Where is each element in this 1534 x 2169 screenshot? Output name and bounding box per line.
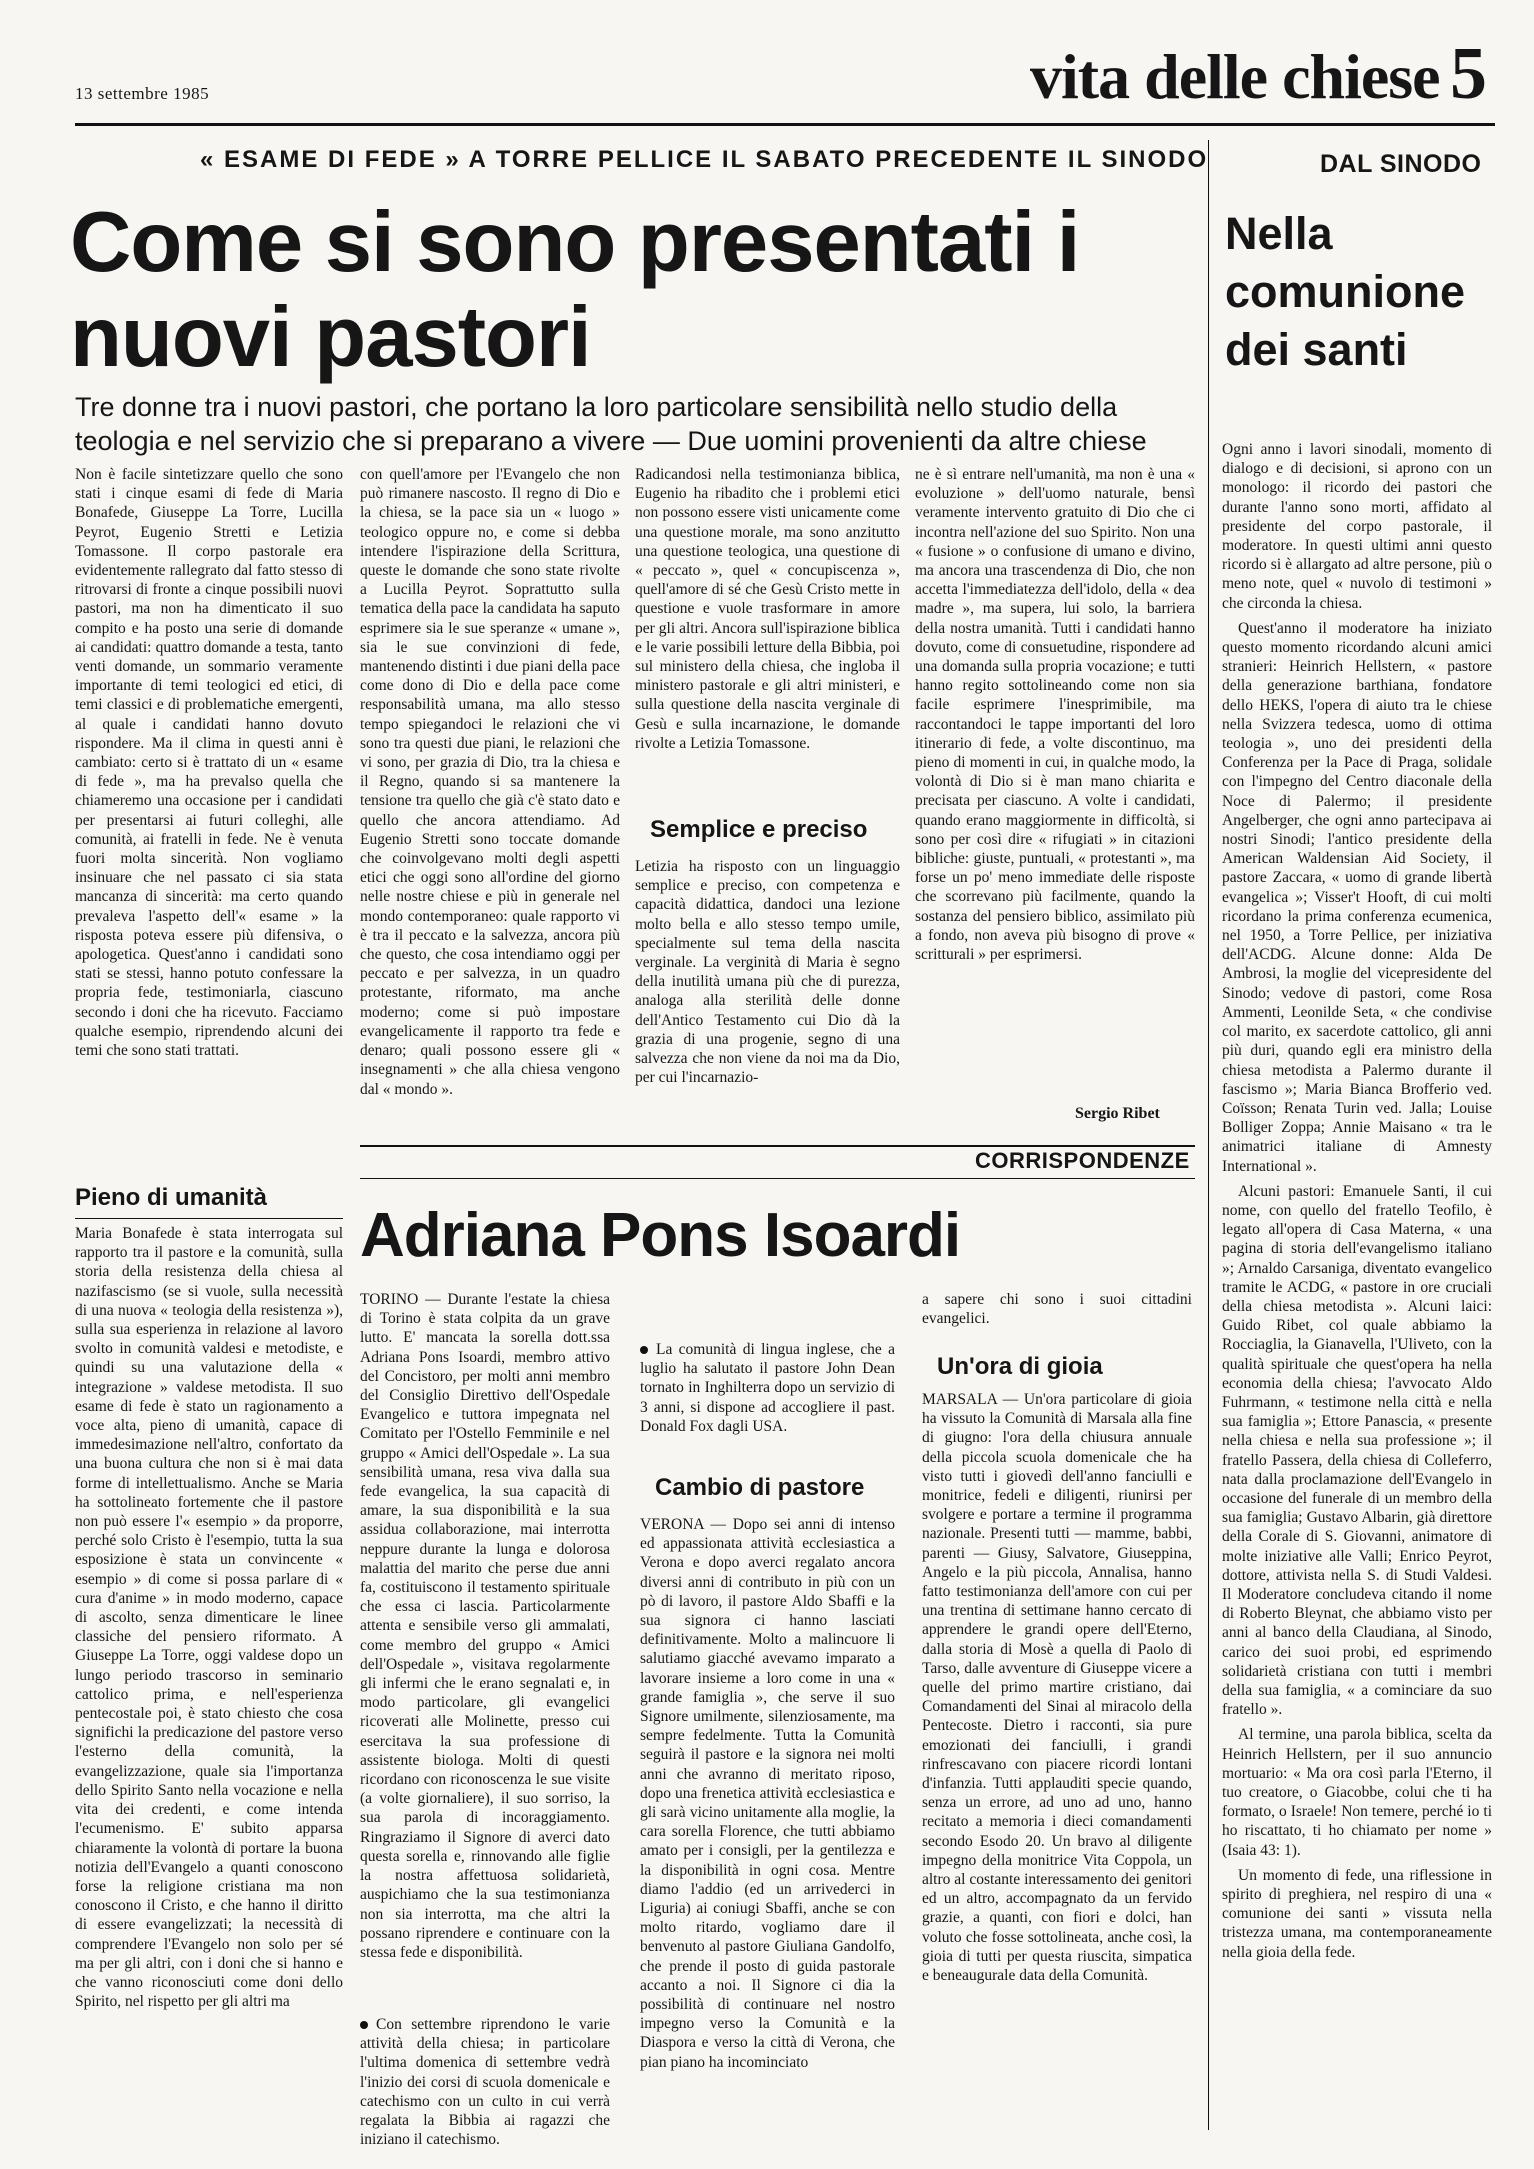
main-col-4 xyxy=(915,465,1195,1095)
subhead-ora: Un'ora di gioia xyxy=(937,1353,1103,1380)
main-deck: Tre donne tra i nuovi pastori, che portano la loro particolare sensibilità nello studio della teologia e nel servizio che si preparano a vivere — Due uomini provenienti da altre chiese xyxy=(75,392,1147,456)
main-headline: Come si sono presentati i nuovi pastori xyxy=(70,195,1080,385)
main-col-3b xyxy=(635,857,900,1145)
issue-date: 13 settembre 1985 xyxy=(75,84,210,103)
side-text-1: Ogni anno i lavori sinodali, momento di dialogo e di decisioni, si aprono con un monologo: il ricordo dei pastori che durante l'anno sono morti, affidato al presidente del corpo pastorale, il moderatore. In questi ultimi anni questo ricordo si è allargato ad altre persone, più o meno note, quel « nuvolo di testimoni » che circonda la chiesa. xyxy=(1222,441,1492,612)
corr-col-1b-text: Con settembre riprendono le varie attività della chiesa; in particolare l'ultima domenica di settembre vedrà l'inizio dei corsi di scuola domenicale e catechismo con un culto in cui verrà regalata la Bibbia ai ragazzi che iniziano il catechismo. xyxy=(360,2016,610,2149)
subhead-pieno: Pieno di umanità xyxy=(75,1184,268,1211)
main-col-3b-text: Letizia ha risposto con un linguaggio semplice e preciso, con competenza e capacità didattica, dandoci una lezione molto bella e allo stesso tempo umile, specialmente sul tema della nascita verginale. La verginità di Maria è segno della inutilità umana più che di purezza, analoga alla sterilità delle donne dell'Antico Testamento cui Dio dà la grazia di una progenie, segno di una salvezza che non viene da noi ma da Dio, per cui l'incarnazio- xyxy=(635,858,900,1087)
corr-col-2b xyxy=(640,1515,895,2160)
main-col-1b-text: Maria Bonafede è stata interrogata sul rapporto tra il pastore e la comunità, sulla storia della resistenza della chiesa al nazifascismo (se si vuole, sulla necessità di una nuova « teologia della resistenza »), sulla sua esperienza in relazione al lavoro svolto in comunità valdesi e metodiste, e quindi su una valutazione della « integrazione » valdese metodista. Il suo esame di fede è stato un ragionamento a voce alta, pieno di umanità, capace di immedesimazione nell'altro, confortato da una buona cultura che non si è mai data forme di intellettualismo. Anche se Maria ha sottolineato fortemente che il pastore non può essere l'« esempio » da proporre, perché solo Cristo è l'esempio, tutta la sua esposizione è stata un convincente « esempio » di come si possa parlare di « cura d'anime » in modo moderno, capace di ascolto, senza dimenticare le linee classiche del pensiero riformato. A Giuseppe La Torre, oggi valdese dopo un lungo periodo trascorso in seminario cattolico prima, e nell'esperienza pentecostale poi, è stato chiesto che cosa significhi la predicazione del pastore verso l'esterno della comunità, la evangelizzazione, quale sia l'importanza dello Spirito Santo nella vocazione e nella vita dei credenti, e come intenda l'ecumenismo. E' subito apparsa chiaramente la volontà di portare la buona notizia dell'Evangelo a quanti conoscono forse la religione cristiana ma non conoscono il Cristo, e che hanno il diritto di essere evangelizzati; la necessità di comprendere l'Evangelo non solo per sé ma per gli altri, con i doni che si hanno e che vanno riconosciuti come doni dello Spirito, nel rispetto per gli altri ma xyxy=(75,1225,343,2011)
side-text-4: Al termine, una parola biblica, scelta da Heinrich Hellstern, per il suo annuncio mortuario: « Ma ora così parla l'Eterno, il tuo creatore, o Giacobbe, colui che ti ha formato, o Israele! Non temere, perché io ti ho riscattato, ti ho chiamato per nome » (Isaia 43: 1). xyxy=(1222,1726,1492,1859)
main-col-3 xyxy=(635,465,900,800)
corr-headline: Adriana Pons Isoardi xyxy=(360,1201,961,1270)
bullet-icon xyxy=(360,2021,368,2029)
corr-col-3b xyxy=(922,1390,1192,2160)
side-text-5: Un momento di fede, una riflessione in spirito di preghiera, nel respiro di una « comunione dei santi » vissuta nella tristezza umana, ma contemporaneamente nella gioia della fede. xyxy=(1222,1866,1492,1961)
main-col-1b xyxy=(75,1224,343,2124)
masthead-rule xyxy=(75,123,1495,126)
corr-rule xyxy=(360,1178,1195,1179)
subhead-rule xyxy=(75,1218,343,1219)
page-number: 5 xyxy=(1450,33,1487,115)
main-col-2 xyxy=(360,465,620,1145)
corr-col-2a xyxy=(640,1340,895,1490)
side-headline: Nella comunione dei santi xyxy=(1225,208,1466,375)
corr-col-2a-text: La comunità di lingua inglese, che a luglio ha salutato il pastore John Dean tornato in Inghilterra dopo un servizio di 3 anni, si dispone ad accogliere il past. Donald Fox dagli USA. xyxy=(640,1341,895,1435)
corr-col-3b-text: MARSALA — Un'ora particolare di gioia ha vissuto la Comunità di Marsala alla fine di giugno: l'ora della chiusura annuale della piccola scuola domenicale che ha visto tutti i giovedì dell'anno fanciulli e monitrice, fedeli e diligenti, riunirsi per svolgere e portare a termine il programma nazionale. Presenti tutti — mamme, babbi, parenti — Giusy, Salvatore, Giuseppina, Angelo e la più piccola, Annalisa, hanno fatto testimonianza dell'amore con cui per una trentina di settimane hanno cercato di apprendere le grandi opere dell'Eterno, dalla storia di Mosè a quella di Paolo di Tarso, dalle avventure di Giuseppe vicere a quelle del primo martire cristiano, dai Comandamenti del Sinai al miracolo della Pentecoste. Dietro i racconti, sia pure emozionati dei fanciulli, i grandi rinfrescavano con piacere ricordi lontani d'infanzia. Tutti applauditi specie quando, senza un errore, ad uno ad uno, hanno recitato a memoria i dieci comandamenti secondo Esodo 20. Un bravo al diligente impegno della monitrice Vita Coppola, un altro al costante interessamento dei genitori ed un altro, accompagnato da un fervido grazie, a quanti, con fiori e dolci, han voluto che fosse sottolineata, anche così, la gioia di tutti per questa riuscita, simpatica e beneaugurale data della Comunità. xyxy=(922,1391,1192,1985)
side-text-3: Alcuni pastori: Emanuele Santi, il cui nome, con quello del fratello Teofilo, è legato all'opera di Casa Materna, « una pagina di storia dell'evangelismo italiano »; Arnaldo Carsaniga, diventato evangelico tramite le ACDG, « pastore in ore cruciali della chiesa metodista ». Alcuni laici: Guido Ribet, col quale abbiamo la Rocciaglia, la Gianavella, l'Uliveto, con la qualità spirituale che quest'opera ha nella economia della chiesa; l'avvocato Aldo Fuhrmann, « testimone nella città e nella sua famiglia »; Ettore Panascia, « presente nella chiesa e nella sua professione »; il fratello Passera, della chiesa di Colleferro, nata dalla proclamazione dell'Evangelo in occasione del funerale di un membro della sua famiglia; Gustavo Albarin, già direttore della Corale di S. Giovanni, animatore di molte iniziative alle Valli; Enrico Peyrot, dottore, attivista nella S. di Studi Valdesi. Il Moderatore concludeva citando il nome di Roberto Bleynat, che abbiamo visto per anni al banco della Claudiana, al Sinodo, carico dei suoi probi, ed esprimendo solidarietà cristiana con tutti i membri della sua famiglia, « a cominciare da suo fratello ». xyxy=(1222,1182,1492,1719)
corr-label: CORRISPONDENZE xyxy=(975,1148,1190,1173)
author-signature: Sergio Ribet xyxy=(1075,1105,1160,1122)
corr-col-3a xyxy=(922,1290,1192,1334)
side-column xyxy=(1222,440,1492,2160)
side-text-2: Quest'anno il moderatore ha iniziato questo momento ricordando alcuni amici stranieri: Heinrich Hellstern, « pastore della generazione barthiana, fondatore dello HEKS, l'opera di aiuto tra le chiese nella Svizzera tedesca, uomo di ottima teologia », uno dei presidenti della Conferenza per la Pace di Praga, solidale con l'impegno del Centro diaconale della Noce di Palermo; il presidente Angelberger, che ogni anno partecipava ai nostri Sinodi; l'antico presidente della American Waldensian Aid Society, il pastore Zaccara, « uomo di grande libertà evangelica »; Visser't Hooft, di cui molti ricordano la prima conferenza ecumenica, nel 1950, a Torre Pellice, per iniziativa dell'ACDG. Alcune donne: Alda De Ambrosi, la moglie del vicepresidente del Sinodo; vedove di pastori, come Rosa Ammenti, Leonilde Seta, « che condivise col marito, ex sacerdote cattolico, gli anni più duri, quando egli era ministro della chiesa metodista a Palermo durante il fascismo »; Maria Bianca Brofferio ved. Coïsson; Renata Turin ved. Jalla; Louise Bolliger Zoppa; Annie Maisano « tra le animatrici italiane di Amnesty International ». xyxy=(1222,619,1492,1175)
subhead-semplice: Semplice e preciso xyxy=(650,816,868,843)
corr-col-2b-text: VERONA — Dopo sei anni di intenso ed appassionata attività ecclesiastica a Verona e dopo averci regalato ancora diversi anni di contributo in più con un pò di lavoro, il pastore Aldo Sbaffi e la sua signora ci hanno lasciati definitivamente. Molto a malincuore li salutiamo giacché avevamo imparato a lavorare insieme a loro come in una « grande famiglia », che serve il suo Signore umilmente, silenziosamente, ma sempre fedelmente. Tutta la Comunità seguirà il pastore e la signora nei molti anni che avranno di meritato riposo, dopo una frenetica attività ecclesiastica e gli sarà vicino unitamente alla moglie, la cara sorella Florence, che tutti abbiamo amato per i consigli, per la gentilezza e la disponibilità in ogni cosa. Mentre diamo l'addio (ed un arrivederci in Liguria) ai coniugi Sbaffi, anche se con molto ritardo, vogliamo dare il benvenuto al pastore Giuliana Gandolfo, che prende il posto di guida pastorale accanto a noi. Il Signore ci dia la possibilità di continuare nel nostro impegno verso la Comunità e la Diaspora e verso la città di Verona, che pian piano ha incominciato xyxy=(640,1516,895,2071)
side-kicker: DAL SINODO xyxy=(1320,150,1482,178)
subhead-cambio: Cambio di pastore xyxy=(655,1474,865,1501)
column-separator xyxy=(1208,140,1209,2130)
main-col-1 xyxy=(75,465,343,1145)
corr-col-3a-text: a sapere chi sono i suoi cittadini evangelici. xyxy=(922,1291,1192,1328)
section-title: vita delle chiese xyxy=(1030,41,1440,112)
corr-col-1 xyxy=(360,1290,610,2010)
corr-top-rule xyxy=(360,1145,1195,1147)
main-col-4-text: ne è sì entrare nell'umanità, ma non è una « evoluzione » dell'uomo naturale, bensì veramente intervento gratuito di Dio che ci incontra nell'azione del suo Spirito. Non una « fusione » o confusione di umano e divino, ma ancora una trascendenza di Dio, che non accetta l'immediatezza dell'idolo, della « dea madre », ma supera, lui solo, la barriera della nostra umanità. Tutti i candidati hanno dovuto, come di consuetudine, rispondere ad una domanda sulla propria vocazione; e tutti hanno regito sottolineando come non sia facile esprimere l'inesprimibile, ma raccontandoci le tappe importanti del loro itinerario di fede, a volte discontinuo, ma pieno di momenti in cui, in qualche modo, la volontà di Dio si è man mano chiarita e precisata per ciascuno. A volte i candidati, quando erano maggiormente in difficoltà, si sono per così dire « rifugiati » in citazioni bibliche: giuste, puntuali, « protestanti », ma forse un po' meno immediate delle risposte che scorrevano più facilmente, quando la sostanza del pensiero biblico, assimilato più a fondo, non aveva più bisogno di prove « scritturali » per esprimersi. xyxy=(915,466,1195,964)
corr-col-1b xyxy=(360,2015,610,2155)
main-col-3-text: Radicandosi nella testimonianza biblica, Eugenio ha ribadito che i problemi etici non possono essere visti unicamente come una questione morale, ma sono anzitutto una questione teologica, una questione di « peccato », quel « concupiscenza », quell'amore di sé che Gesù Cristo mette in questione e vuole trasformare in amore per gli altri. Ancora sull'ispirazione biblica e le varie possibili letture della Bibbia, poi sul ministero della chiesa, che ingloba il ministero pastorale e gli altri ministeri, e sulla questione della nascita verginale di Gesù e sulla incarnazione, le domande rivolte a Letizia Tomassone. xyxy=(635,466,900,752)
article-kicker: « ESAME DI FEDE » A TORRE PELLICE IL SABATO PRECEDENTE IL SINODO xyxy=(200,146,1209,173)
main-col-1-text: Non è facile sintetizzare quello che sono stati i cinque esami di fede di Maria Bonafede, Giuseppe La Torre, Lucilla Peyrot, Eugenio Stretti e Letizia Tomassone. Il corpo pastorale era evidentemente rallegrato dal fatto stesso di ritrovarsi di fronte a cinque possibili nuovi pastori, ma non ha dimenticato il suo compito e ha posto una serie di domande ai candidati: quattro domande a testa, tanto venti domande, un sommario veramente importante di temi teologici ed etici, di temi classici e di problematiche emergenti, al quale i candidati hanno dovuto rispondere. Ma il clima in questi anni è cambiato: certo si è trattato di un « esame di fede », ma ha prevalso quella che chiameremo una occasione per i candidati per presentarsi ai futuri colleghi, alle comunità, ai fratelli in fede. Ne è venuta fuori molta sincerità. Non vogliamo insinuare che nel passato ci sia stata mancanza di sincerità: ma certo quando prevaleva l'aspetto dell'« esame » la risposta poteva essere più difensiva, o apologetica. Quest'anno i candidati sono stati se stessi, hanno potuto confessare la propria fede, testimoniarla, ciascuno secondo i doni che ha ricevuto. Facciamo qualche esempio, riprendendo alcuni dei temi che sono stati trattati. xyxy=(75,466,343,1060)
bullet-icon xyxy=(640,1346,648,1354)
main-col-2-text: con quell'amore per l'Evangelo che non può rimanere nascosto. Il regno di Dio e la chiesa, se la pace sia un « luogo » teologico oppure no, e come si debba intendere l'ispirazione della Scrittura, queste le domande che sono state rivolte a Lucilla Peyrot. Soprattutto sulla tematica della pace la candidata ha saputo esprimere sia le sue speranze « umane », sia le sue convinzioni di fede, mantenendo distinti i due piani della pace come dono di Dio e della pace come responsabilità umana, ma allo stesso tempo spiegandoci le relazioni che vi sono tra questi due piani, le relazioni che vi sono, per grazia di Dio, tra la chiesa e il Regno, quando si sa mantenere la tensione tra quello che già c'è stato dato e quello che ancora attendiamo. Ad Eugenio Stretti sono toccate domande che coinvolgevano molti degli aspetti etici che oggi sono all'ordine del giorno nelle nostre chiese e più in generale nel mondo contemporaneo: quale rapporto vi è tra il peccato e la salvezza, ancora più che questo, che cosa intendiamo oggi per peccato e per salvezza, in un quadro protestante, riformato, ma anche moderno; come si può impostare evangelicamente il rapporto tra fede e denaro; quali possono essere gli « insegnamenti » che alla chiesa vengono dal « mondo ». xyxy=(360,466,620,1098)
corr-col-1-text: TORINO — Durante l'estate la chiesa di Torino è stata colpita da un grave lutto. E' mancata la sorella dott.ssa Adriana Pons Isoardi, membro attivo del Concistoro, per molti anni membro del Consiglio Direttivo dell'Ospedale Evangelico e tuttora impegnata nel Comitato per l'Ostello Femminile e nel gruppo « Amici dell'Ospedale ». La sua sensibilità umana, resa viva dalla sua fede evangelica, la sua capacità di amare, la sua disponibilità e la sua assidua collaborazione, mai interrotta neppure durante la lunga e dolorosa malattia del marito che perse due anni fa, costituiscono il testamento spirituale che essa ci lascia. Particolarmente attenta e sensibile verso gli ammalati, come membro del gruppo « Amici dell'Ospedale », visitava regolarmente gli infermi che le erano segnalati e, in modo particolare, gli evangelici ricoverati alle Molinette, presso cui esercitava la sua professione di assistente biologa. Molti di questi ricordano con riconoscenza le sue visite (a volte giornaliere), il suo sorriso, la sua parola di incoraggiamento. Ringraziamo il Signore di averci dato questa sorella e, rinnovando alle figlie la nostra affettuosa solidarietà, auspichiamo che la sua testimonianza non sia interrotta, ma che altri la possano riprendere e continuare con la stessa fede e disponibilità. xyxy=(360,1291,610,1961)
